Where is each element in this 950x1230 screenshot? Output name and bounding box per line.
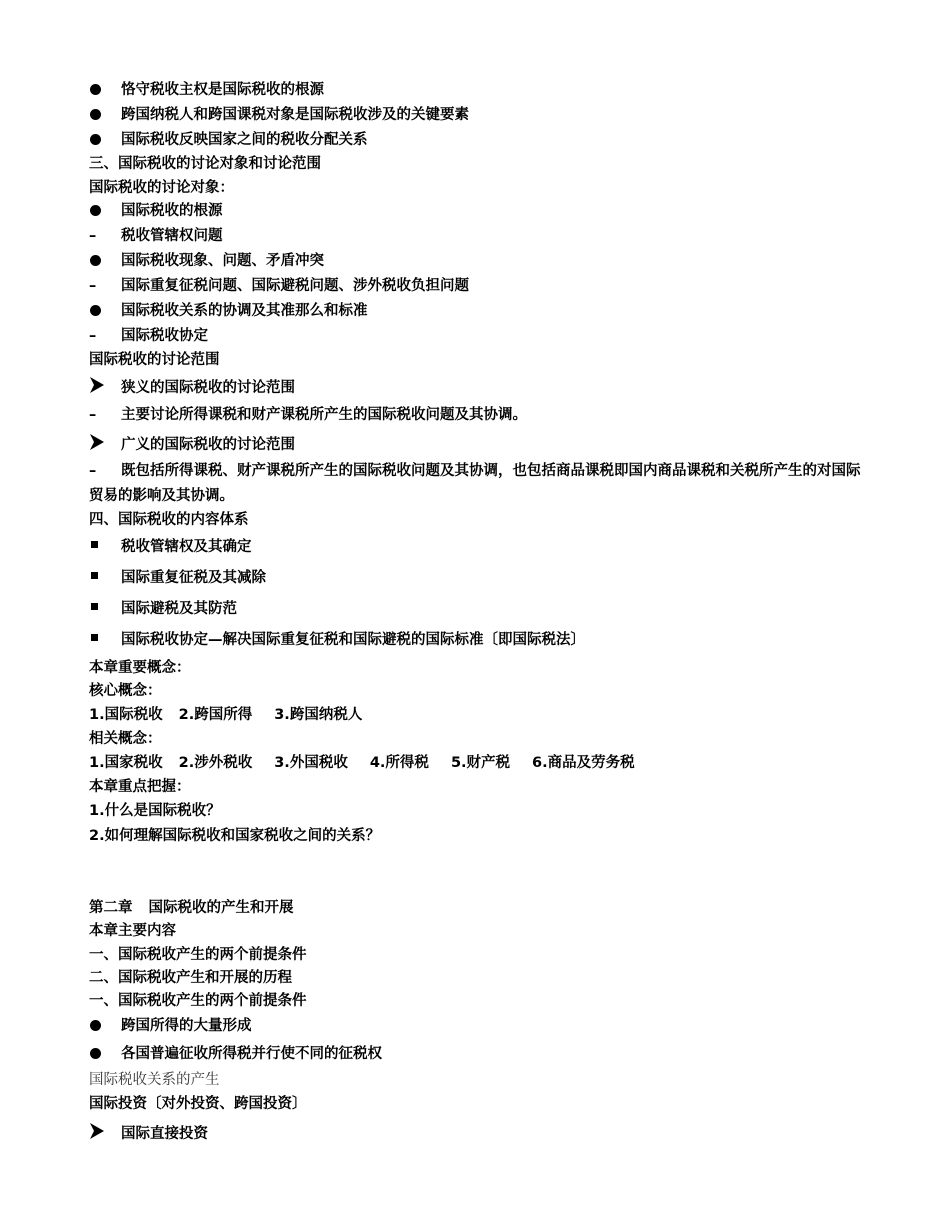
dash-marker: – — [89, 228, 97, 244]
bullet-dot-icon — [90, 84, 101, 95]
list-item: 国际税收关系的协调及其准那么和标准 — [89, 301, 368, 321]
subheading: 本章主要内容 — [89, 923, 176, 939]
subheading: 核心概念： — [89, 683, 162, 699]
dash-marker: – — [89, 407, 97, 423]
list-item: 国际税收的根源 — [89, 201, 223, 221]
list-item: 跨国所得的大量形成 — [89, 1016, 252, 1036]
concept-item: 1.国家税收 — [89, 755, 163, 771]
question: 2.如何理解国际税收和国家税收之间的关系？ — [89, 828, 381, 844]
list-item: 国际直接投资 — [89, 1122, 208, 1144]
concept-item: 3.外国税收 — [274, 755, 348, 771]
list-item: 广义的国际税收的讨论范围 — [89, 433, 295, 455]
bullet-dot-icon — [90, 134, 101, 145]
concept-item: 1.国际税收 — [89, 707, 163, 723]
bullet-dot-icon — [90, 1020, 101, 1031]
list-item: 税收管辖权及其确定 — [89, 537, 252, 557]
list-item: – 国际重复征税问题、国际避税问题、涉外税收负担问题 — [89, 278, 469, 294]
section-heading: 三、国际税收的讨论对象和讨论范围 — [89, 156, 321, 172]
arrow-bullet-icon — [89, 376, 105, 394]
list-item: 各国普遍征收所得税并行使不同的征税权 — [89, 1044, 382, 1064]
square-bullet-icon — [91, 541, 98, 548]
outline-item: 二、国际税收产生和开展的历程 — [89, 970, 292, 986]
list-item: – 国际税收协定 — [89, 328, 208, 344]
subheading: 国际税收的讨论对象： — [89, 180, 234, 196]
list-item: 跨国纳税人和跨国课税对象是国际税收涉及的关键要素 — [89, 105, 469, 125]
list-item: 狭义的国际税收的讨论范围 — [89, 376, 295, 398]
list-item: 恪守税收主权是国际税收的根源 — [89, 80, 324, 100]
subheading: 本章重点把握： — [89, 779, 191, 795]
list-item: 国际税收反映国家之间的税收分配关系 — [89, 130, 368, 150]
concept-item: 4.所得税 — [369, 755, 429, 771]
list-item: 国际避税及其防范 — [89, 599, 237, 619]
list-item: – 税收管辖权问题 — [89, 228, 223, 244]
bullet-dot-icon — [90, 109, 101, 120]
subheading: 国际税收关系的产生 — [89, 1072, 220, 1088]
dash-marker: – — [89, 328, 97, 344]
bullet-dot-icon — [90, 1048, 101, 1059]
subheading: 相关概念： — [89, 731, 162, 747]
square-bullet-icon — [91, 572, 98, 579]
list-item: – 既包括所得课税、财产课税所产生的国际税收问题及其协调，也包括商品课税即国内商品课税和关税所产生的对国际贸易的影响及其协调。 — [89, 459, 869, 509]
arrow-bullet-icon — [89, 1122, 105, 1140]
bullet-dot-icon — [90, 305, 101, 316]
dash-marker: – — [89, 463, 97, 479]
concept-item: 6.商品及劳务税 — [532, 755, 635, 771]
concept-item: 3.跨国纳税人 — [274, 707, 363, 723]
concept-item: 5.财产税 — [450, 755, 511, 771]
dash-marker: – — [89, 278, 97, 294]
list-item: – 主要讨论所得课税和财产课税所产生的国际税收问题及其协调。 — [89, 407, 527, 423]
concept-item: 2.跨国所得 — [178, 707, 253, 723]
chapter-title: 第二章 国际税收的产生和开展 — [89, 900, 294, 916]
list-item: 国际重复征税及其减除 — [89, 568, 266, 588]
subheading: 国际投资〔对外投资、跨国投资〕 — [89, 1096, 307, 1112]
list-item: 国际税收协定—解决国际重复征税和国际避税的国际标准〔即国际税法〕 — [89, 630, 585, 650]
concept-list — [89, 753, 635, 773]
outline-item: 一、国际税收产生的两个前提条件 — [89, 947, 307, 963]
subheading: 本章重要概念： — [89, 660, 191, 676]
square-bullet-icon — [91, 603, 98, 610]
subheading: 国际税收的讨论范围 — [89, 352, 220, 368]
bullet-dot-icon — [90, 205, 101, 216]
question: 1.什么是国际税收？ — [89, 803, 221, 819]
section-heading: 一、国际税收产生的两个前提条件 — [89, 993, 307, 1009]
arrow-bullet-icon — [89, 433, 105, 451]
list-item: 国际税收现象、问题、矛盾冲突 — [89, 251, 324, 271]
section-heading: 四、国际税收的内容体系 — [89, 512, 249, 528]
concept-item: 2.涉外税收 — [178, 755, 253, 771]
concept-list — [89, 705, 362, 725]
square-bullet-icon — [91, 634, 98, 641]
bullet-dot-icon — [90, 255, 101, 266]
